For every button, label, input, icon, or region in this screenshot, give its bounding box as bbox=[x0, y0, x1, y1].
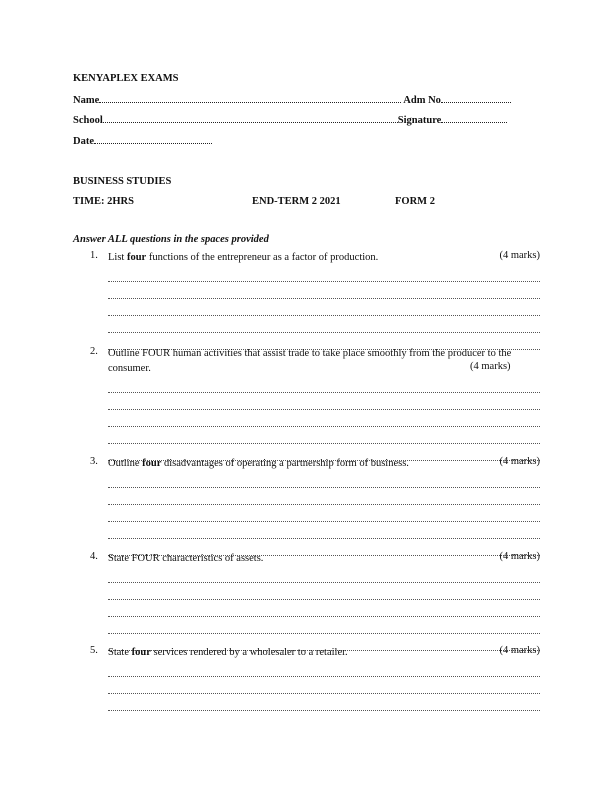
question-text-part: Outline FOUR human activities that assist trade to take place smoothly from the producer to the consumer. bbox=[108, 348, 512, 374]
question-number: 3. bbox=[90, 456, 98, 467]
question-number: 4. bbox=[90, 551, 98, 562]
emphasis: four bbox=[142, 458, 162, 469]
time: TIME: 2HRS bbox=[73, 196, 134, 207]
question-text-part: functions of the entrepreneur as a factor of production. bbox=[146, 252, 379, 263]
question-number: 5. bbox=[90, 645, 98, 656]
school-field[interactable] bbox=[73, 113, 507, 126]
question-number: 1. bbox=[90, 250, 98, 261]
adm-label: Adm No bbox=[403, 95, 441, 106]
marks: (4 marks) bbox=[470, 361, 511, 372]
question-1 bbox=[90, 250, 540, 350]
marks: (4 marks) bbox=[499, 645, 540, 656]
answer-line[interactable] bbox=[108, 694, 540, 711]
school-name: KENYAPLEX EXAMS bbox=[73, 73, 179, 84]
date-label: Date bbox=[73, 136, 94, 147]
answer-line[interactable] bbox=[108, 376, 540, 393]
answer-line[interactable] bbox=[108, 522, 540, 539]
emphasis: four bbox=[126, 252, 147, 263]
question-text-part: Outline bbox=[108, 458, 143, 469]
answer-line[interactable] bbox=[108, 488, 540, 505]
answer-line[interactable] bbox=[108, 660, 540, 677]
form: FORM 2 bbox=[395, 196, 435, 207]
question-text bbox=[108, 456, 540, 471]
question-text bbox=[108, 645, 540, 660]
question-4 bbox=[90, 551, 540, 651]
marks: (4 marks) bbox=[499, 551, 540, 562]
answer-line[interactable] bbox=[108, 316, 540, 333]
question-text-part: List bbox=[108, 252, 127, 263]
school-label: School bbox=[73, 115, 103, 126]
question-3 bbox=[90, 456, 540, 556]
emphasis: four bbox=[131, 647, 151, 658]
question-text bbox=[108, 551, 540, 566]
answer-line[interactable] bbox=[108, 427, 540, 444]
answer-line[interactable] bbox=[108, 265, 540, 282]
answer-line[interactable] bbox=[108, 677, 540, 694]
instructions: Answer ALL questions in the spaces provided bbox=[73, 234, 269, 245]
date-field[interactable] bbox=[73, 134, 212, 147]
answer-line[interactable] bbox=[108, 583, 540, 600]
answer-line[interactable] bbox=[108, 471, 540, 488]
question-5 bbox=[90, 645, 540, 711]
question-text-part: State FOUR characteristics of assets. bbox=[108, 553, 264, 564]
question-text-part: services rendered by a wholesaler to a retailer. bbox=[150, 647, 348, 658]
subject: BUSINESS STUDIES bbox=[73, 176, 172, 187]
answer-line[interactable] bbox=[108, 282, 540, 299]
answer-line[interactable] bbox=[108, 393, 540, 410]
marks: (4 marks) bbox=[499, 250, 540, 261]
answer-line[interactable] bbox=[108, 600, 540, 617]
question-text bbox=[108, 250, 540, 265]
question-number: 2. bbox=[90, 346, 98, 357]
answer-line[interactable] bbox=[108, 410, 540, 427]
answer-line[interactable] bbox=[108, 505, 540, 522]
answer-line[interactable] bbox=[108, 299, 540, 316]
answer-line[interactable] bbox=[108, 566, 540, 583]
question-text-part: disadvantages of operating a partnership form of business. bbox=[161, 458, 409, 469]
answer-line[interactable] bbox=[108, 617, 540, 634]
term: END-TERM 2 2021 bbox=[252, 196, 341, 207]
question-2 bbox=[90, 346, 540, 461]
marks: (4 marks) bbox=[499, 456, 540, 467]
name-label: Name bbox=[73, 95, 100, 106]
name-field[interactable] bbox=[73, 93, 511, 106]
question-text-part: State bbox=[108, 647, 132, 658]
signature-label: Signature bbox=[397, 115, 442, 126]
